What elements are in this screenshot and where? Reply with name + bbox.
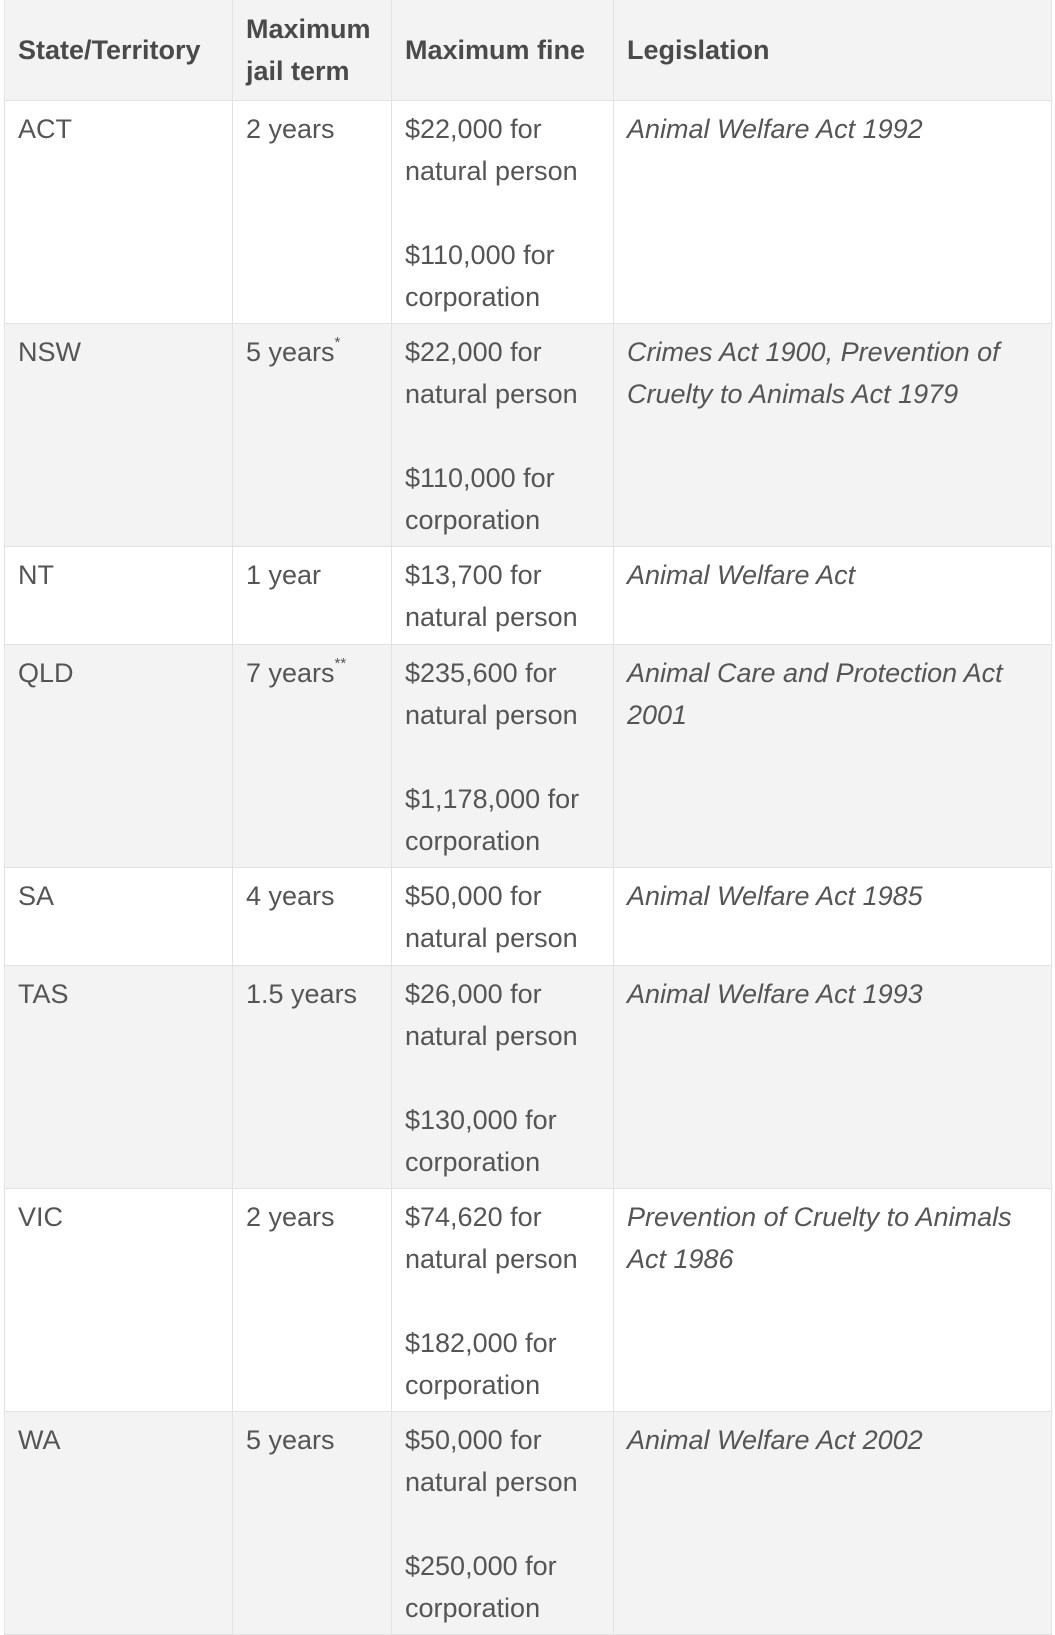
header-legislation: Legislation [614,0,1052,101]
header-state: State/Territory [5,0,233,101]
cell-jail-term [233,1412,392,1635]
cell-jail-term [233,324,392,547]
fine-corporation: $1,178,000 for corporation [405,784,580,856]
footnote-mark: * [334,334,341,351]
cell-state: WA [5,1412,233,1635]
fine-natural-person: $22,000 for natural person [405,337,578,409]
fine-natural-person: $26,000 for natural person [405,979,578,1051]
cell-legislation: Animal Welfare Act [614,547,1052,645]
jail-term-text: 5 years [246,1425,335,1455]
fine-natural-person: $50,000 for natural person [405,1425,578,1497]
cell-jail-term [233,547,392,645]
cell-legislation: Animal Welfare Act 1985 [614,868,1052,966]
cell-state: TAS [5,966,233,1189]
table-row [5,645,1052,868]
table-row [5,1412,1052,1635]
jail-term-text: 1.5 years [246,979,358,1009]
header-jail-term: Maximum jail term [233,0,392,101]
jail-term-text: 1 year [246,560,322,590]
fine-natural-person: $50,000 for natural person [405,881,578,953]
table-row [5,547,1052,645]
cell-state: QLD [5,645,233,868]
table-row [5,1189,1052,1412]
fine-corporation: $110,000 for corporation [405,463,555,535]
cell-jail-term [233,101,392,324]
cell-state: NSW [5,324,233,547]
jail-term-text: 5 years [246,337,335,367]
cell-state: ACT [5,101,233,324]
cell-state: NT [5,547,233,645]
cell-legislation: Prevention of Cruelty to Animals Act 1986 [614,1189,1052,1412]
fine-corporation: $130,000 for corporation [405,1105,557,1177]
cell-fine [392,547,614,645]
fine-corporation: $110,000 for corporation [405,240,555,312]
cell-fine [392,1412,614,1635]
jail-term-text: 4 years [246,881,335,911]
table-row [5,324,1052,547]
cell-jail-term [233,868,392,966]
cell-fine [392,101,614,324]
table-row [5,868,1052,966]
cell-jail-term [233,1189,392,1412]
cell-jail-term [233,645,392,868]
cell-jail-term [233,966,392,1189]
cell-fine [392,645,614,868]
cell-fine [392,1189,614,1412]
jail-term-text: 2 years [246,1202,335,1232]
cell-state: VIC [5,1189,233,1412]
header-fine: Maximum fine [392,0,614,101]
penalties-table [4,0,1052,1635]
cell-fine [392,324,614,547]
cell-legislation: Animal Care and Protection Act 2001 [614,645,1052,868]
penalties-table-container [4,0,1051,1635]
table-row [5,101,1052,324]
footnote-mark: ** [334,655,347,672]
fine-natural-person: $22,000 for natural person [405,114,578,186]
fine-natural-person: $74,620 for natural person [405,1202,578,1274]
cell-state: SA [5,868,233,966]
cell-legislation: Animal Welfare Act 1993 [614,966,1052,1189]
cell-fine [392,868,614,966]
cell-legislation: Animal Welfare Act 2002 [614,1412,1052,1635]
fine-natural-person: $13,700 for natural person [405,560,578,632]
table-header-row [5,0,1052,101]
jail-term-text: 2 years [246,114,335,144]
fine-corporation: $250,000 for corporation [405,1551,557,1623]
cell-legislation: Animal Welfare Act 1992 [614,101,1052,324]
cell-legislation: Crimes Act 1900, Prevention of Cruelty to Animals Act 1979 [614,324,1052,547]
cell-fine [392,966,614,1189]
fine-corporation: $182,000 for corporation [405,1328,557,1400]
fine-natural-person: $235,600 for natural person [405,658,578,730]
jail-term-text: 7 years [246,658,335,688]
table-row [5,966,1052,1189]
